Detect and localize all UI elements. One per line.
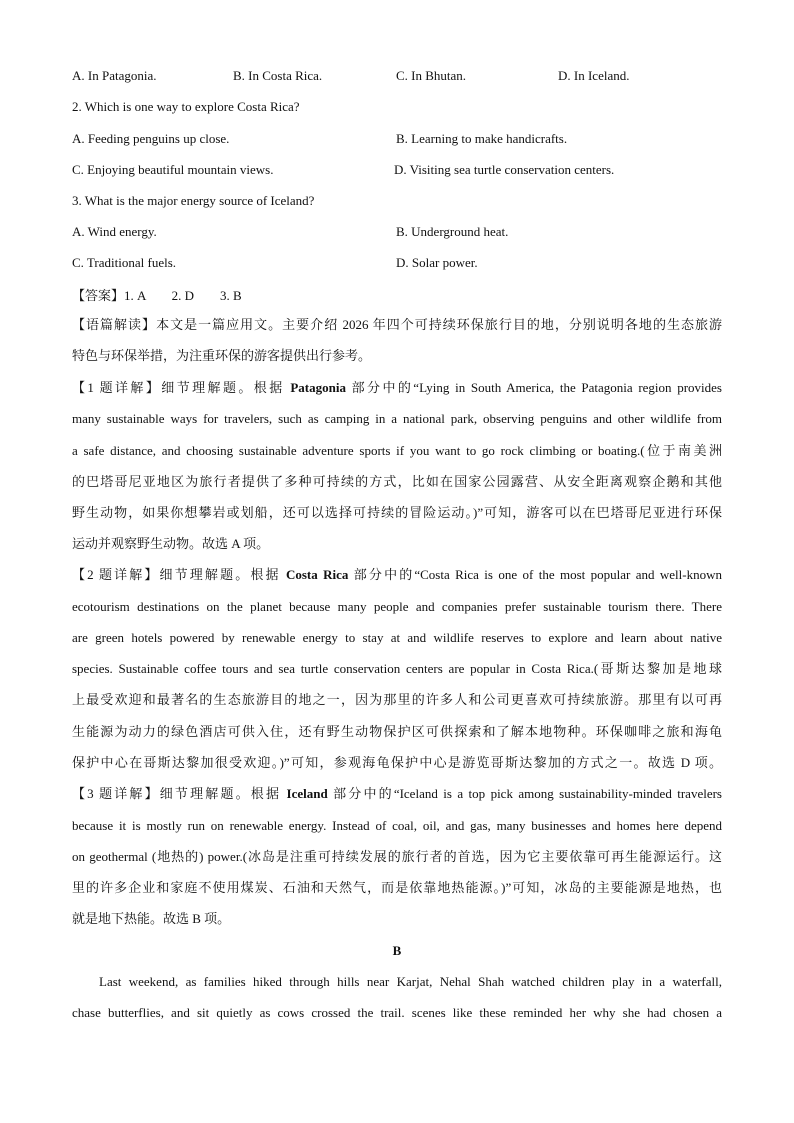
detail-3-keyword: Iceland: [286, 786, 328, 801]
detail-1-line: many sustainable ways for travelers, such as camping in a national park, observing penguins and other wildlife from: [72, 411, 722, 426]
q2-option-c: C. Enjoying beautiful mountain views.: [72, 162, 274, 177]
q2-option-b: B. Learning to make handicrafts.: [396, 131, 568, 146]
detail-2-line: 生能源为动力的绿色酒店可供入住，还有野生动物保护区可供探索和了解本地物种。环保咖啡之旅和海龟: [72, 724, 722, 739]
q3-option-c: C. Traditional fuels.: [72, 255, 177, 270]
q2-option-d: D. Visiting sea turtle conservation centers.: [394, 162, 615, 177]
detail-3-line: because it is mostly run on renewable energy. Instead of coal, oil, and gas, many businesses and homes here depend: [72, 818, 722, 833]
answer-line: 【答案】1. A 2. D 3. B: [72, 288, 242, 303]
detail-2-suffix: 部分中的“Costa Rica is one of the most popular and well-known: [348, 567, 722, 582]
detail-3-line: on geothermal (地热的) power.(冰岛是注重可持续发展的旅行者的首选，因为它主要依靠可再生能源运行。这: [72, 849, 722, 864]
q3-option-d: D. Solar power.: [396, 255, 478, 270]
analysis-line: 特色与环保举措，为注重环保的游客提供出行参考。: [72, 348, 372, 363]
detail-2-first-line: [72, 565, 722, 585]
detail-1-suffix: 部分中的“Lying in South America, the Patagonia region provides: [345, 380, 722, 395]
q3-option-b: B. Underground heat.: [396, 224, 509, 239]
detail-1-keyword: Patagonia: [290, 380, 346, 395]
detail-3-first-line: [72, 784, 722, 804]
detail-2-line: 保护中心在哥斯达黎加很受欢迎。)”可知，参观海龟保护中心是游览哥斯达黎加的方式之一。故选 D 项。: [72, 755, 722, 770]
detail-1-line: a safe distance, and choosing sustainable adventure sports if you want to go rock climbing or boating.(位于南美洲: [72, 443, 722, 458]
q3-option-a: A. Wind energy.: [72, 224, 157, 239]
q2-option-a: A. Feeding penguins up close.: [72, 131, 230, 146]
detail-2-line: 上最受欢迎和最著名的生态旅游目的地之一，因为那里的许多人和公司更喜欢可持续旅游。那里有以可再: [72, 692, 722, 707]
detail-3-suffix: 部分中的“Iceland is a top pick among sustainability-minded travelers: [327, 786, 722, 801]
detail-1-first-line: [72, 378, 722, 398]
detail-2-keyword: Costa Rica: [285, 567, 349, 582]
q1-option-c: C. In Bhutan.: [396, 68, 467, 83]
detail-1-line: 运动并观察野生动物。故选 A 项。: [72, 536, 270, 551]
detail-1-prefix: 【1 题详解】细节理解题。根据: [72, 380, 291, 395]
q1-option-b: B. In Costa Rica.: [233, 68, 323, 83]
detail-2-prefix: 【2 题详解】细节理解题。根据: [72, 567, 286, 582]
detail-1-line: 的巴塔哥尼亚地区为旅行者提供了多种可持续的方式，比如在国家公园露营、从安全距离观察企鹅和其他: [72, 474, 722, 489]
q3-stem: 3. What is the major energy source of Iceland?: [72, 193, 315, 208]
detail-2-line: are green hotels powered by renewable energy to stay at and wildlife reserves to explore and learn about native: [72, 630, 722, 645]
detail-3-prefix: 【3 题详解】细节理解题。根据: [72, 786, 287, 801]
detail-2-line: ecotourism destinations on the planet because many people and companies prefer sustainable tourism there. There: [72, 599, 722, 614]
detail-3-line: 就是地下热能。故选 B 项。: [72, 911, 231, 926]
q2-stem: 2. Which is one way to explore Costa Rica?: [72, 99, 300, 114]
analysis-line: 【语篇解读】本文是一篇应用文。主要介绍 2026 年四个可持续环保旅行目的地，分别说明各地的生态旅游: [72, 317, 722, 332]
detail-1-line: 野生动物，如果你想攀岩或划船，还可以选择可持续的冒险运动。)”可知，游客可以在巴塔哥尼亚进行环保: [72, 505, 722, 520]
passage-line: Last weekend, as families hiked through hills near Karjat, Nehal Shah watched children play in a waterfall,: [99, 974, 722, 989]
q1-option-a: A. In Patagonia.: [72, 68, 157, 83]
q1-option-d: D. In Iceland.: [558, 68, 630, 83]
detail-2-line: species. Sustainable coffee tours and sea turtle conservation centers are popular in Costa Rica.(哥斯达黎加是地球: [72, 661, 722, 676]
detail-3-line: 里的许多企业和家庭不使用煤炭、石油和天然气，而是依靠地热能源。)”可知，冰岛的主要能源是地热，也: [72, 880, 722, 895]
section-heading: B: [392, 943, 402, 958]
passage-line: chase butterflies, and sit quietly as cows crossed the trail. scenes like these reminded her why she had chosen a: [72, 1005, 722, 1020]
